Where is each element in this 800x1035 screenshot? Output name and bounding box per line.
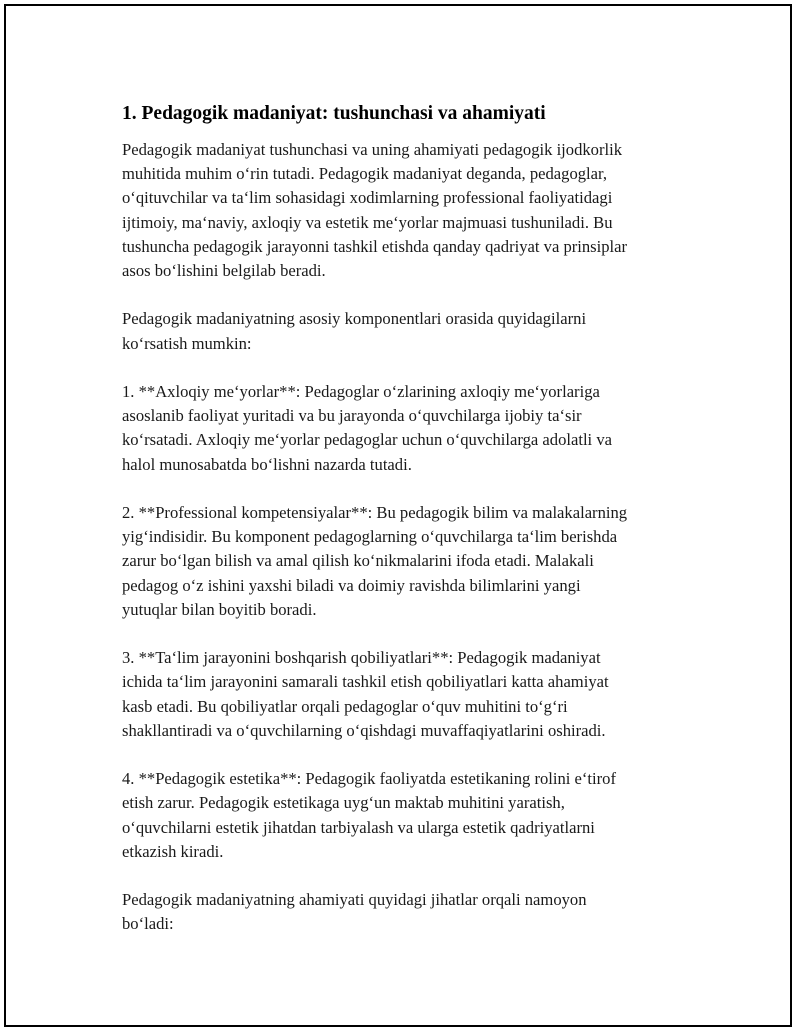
text-line: pedagog o‘z ishini yaxshi biladi va doimiy ravishda bilimlarini yangi xyxy=(122,575,581,595)
text-line: shakllantiradi va o‘quvchilarning o‘qishdagi muvaffaqiyatlarini oshiradi. xyxy=(122,720,606,740)
page-frame xyxy=(4,4,792,1027)
text-line: yutuqlar bilan boyitib boradi. xyxy=(122,599,317,619)
text-line: Pedagogik madaniyatning ahamiyati quyidagi jihatlar orqali namoyon xyxy=(122,890,587,910)
text-line: asoslanib faoliyat yuritadi va bu jarayonda o‘quvchilarga ijobiy ta‘sir xyxy=(122,406,582,426)
text-line: tushuncha pedagogik jarayonni tashkil etishda qanday qadriyat va prinsiplar xyxy=(122,236,628,256)
text-line: etkazish kiradi. xyxy=(122,841,224,861)
text-line: 2. **Professional kompetensiyalar**: Bu pedagogik bilim va malakalarning xyxy=(122,503,628,522)
text-line: etish zarur. Pedagogik estetikaga uyg‘un maktab muhitini yaratish, xyxy=(122,793,565,813)
paragraph-intro xyxy=(122,138,702,283)
text-line: ko‘rsatish mumkin: xyxy=(122,333,252,353)
list-item-pedagogical-aesthetics xyxy=(122,767,702,864)
text-line: 4. **Pedagogik estetika**: Pedagogik faoliyatda estetikaning rolini e‘tirof xyxy=(122,769,617,789)
text-line: asos bo‘lishini belgilab beradi. xyxy=(122,261,326,281)
text-line: zarur bo‘lgan bilish va amal qilish ko‘nikmalarini ifoda etadi. Malakali xyxy=(122,551,594,571)
text-line: halol munosabatda bo‘lishni nazarda tutadi. xyxy=(122,454,412,474)
list-item-moral-norms xyxy=(122,380,702,477)
text-line: 1. **Axloqiy me‘yorlar**: Pedagoglar o‘zlarining axloqiy me‘yorlariga xyxy=(122,382,600,401)
text-line: ijtimoiy, ma‘naviy, axloqiy va estetik me‘yorlar majmuasi tushuniladi. Bu xyxy=(122,212,613,232)
section-heading: 1. Pedagogik madaniyat: tushunchasi va ahamiyati xyxy=(122,103,546,124)
text-line: 3. **Ta‘lim jarayonini boshqarish qobiliyatlari**: Pedagogik madaniyat xyxy=(122,648,601,668)
paragraph-importance-intro xyxy=(122,888,702,936)
paragraph-components-intro xyxy=(122,307,702,355)
text-line: Pedagogik madaniyatning asosiy komponentlari orasida quyidagilarni xyxy=(122,309,587,329)
text-line: kasb etadi. Bu qobiliyatlar orqali pedagoglar o‘quv muhitini to‘g‘ri xyxy=(122,696,568,716)
text-line: ichida ta‘lim jarayonini samarali tashkil etish qobiliyatlari katta ahamiyat xyxy=(122,672,609,692)
text-line: o‘quvchilarni estetik jihatdan tarbiyalash va ularga estetik qadriyatlarni xyxy=(122,817,595,837)
text-line: o‘qituvchilar va ta‘lim sohasidagi xodimlarning professional faoliyatidagi xyxy=(122,188,613,208)
text-line: yig‘indisidir. Bu komponent pedagoglarning o‘quvchilarga ta‘lim berishda xyxy=(122,527,618,547)
list-item-professional-competencies xyxy=(122,501,702,622)
text-line: muhitida muhim o‘rin tutadi. Pedagogik madaniyat deganda, pedagoglar, xyxy=(122,164,608,184)
text-line: bo‘ladi: xyxy=(122,914,174,934)
list-item-management-abilities xyxy=(122,646,702,743)
document-body xyxy=(122,102,702,961)
text-line: ko‘rsatadi. Axloqiy me‘yorlar pedagoglar uchun o‘quvchilarga adolatli va xyxy=(122,430,612,450)
text-line: Pedagogik madaniyat tushunchasi va uning ahamiyati pedagogik ijodkorlik xyxy=(122,140,623,159)
